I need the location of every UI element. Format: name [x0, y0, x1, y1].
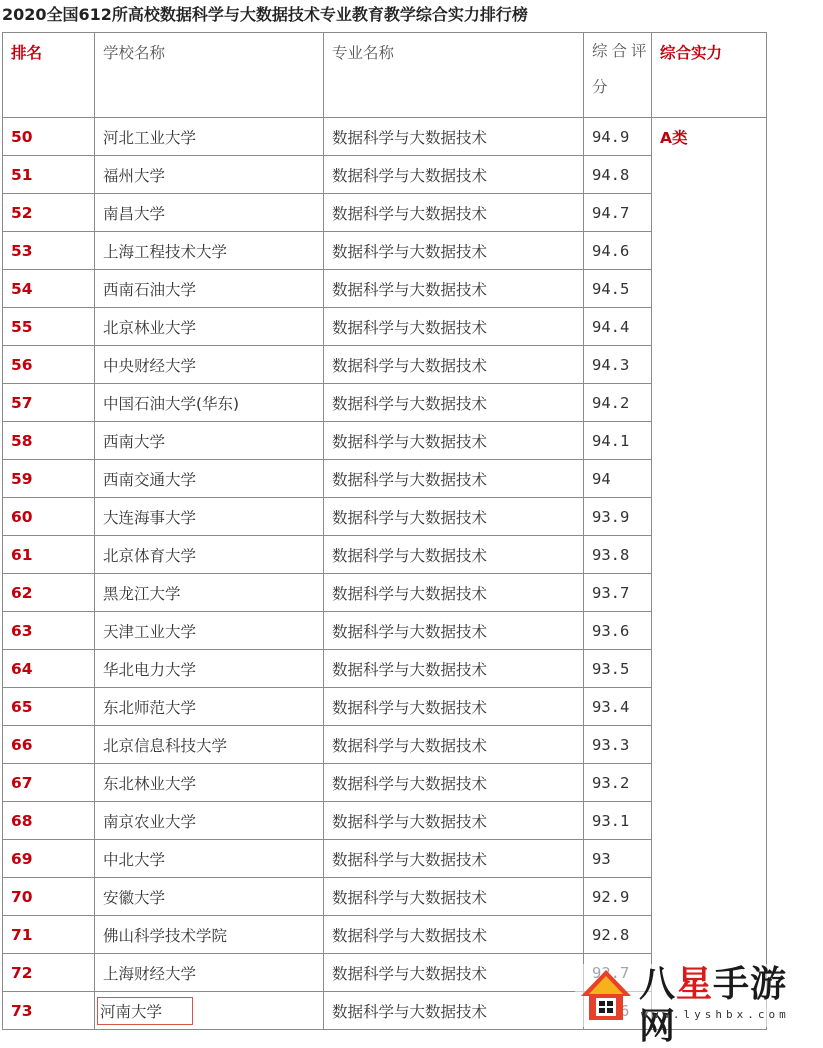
house-logo-icon — [577, 966, 635, 1024]
rank-cell: 61 — [3, 536, 95, 574]
school-cell: 大连海事大学 — [95, 498, 324, 536]
rank-cell: 72 — [3, 954, 95, 992]
score-cell: 93.5 — [584, 650, 652, 688]
rank-cell: 57 — [3, 384, 95, 422]
rank-cell: 66 — [3, 726, 95, 764]
major-cell: 数据科学与大数据技术 — [324, 118, 584, 156]
score-cell: 94.4 — [584, 308, 652, 346]
school-cell: 西南交通大学 — [95, 460, 324, 498]
ranking-table — [2, 32, 767, 1030]
major-cell: 数据科学与大数据技术 — [324, 346, 584, 384]
score-cell: 93.7 — [584, 574, 652, 612]
rank-cell: 54 — [3, 270, 95, 308]
score-cell: 93 — [584, 840, 652, 878]
major-cell: 数据科学与大数据技术 — [324, 498, 584, 536]
score-cell: 93.8 — [584, 536, 652, 574]
rank-cell: 73 — [3, 992, 95, 1030]
score-cell: 92.8 — [584, 916, 652, 954]
rank-cell: 51 — [3, 156, 95, 194]
major-cell: 数据科学与大数据技术 — [324, 916, 584, 954]
major-cell: 数据科学与大数据技术 — [324, 878, 584, 916]
school-cell: 东北林业大学 — [95, 764, 324, 802]
school-cell: 北京体育大学 — [95, 536, 324, 574]
school-cell: 黑龙江大学 — [95, 574, 324, 612]
school-cell: 南昌大学 — [95, 194, 324, 232]
score-cell: 92.9 — [584, 878, 652, 916]
header-school: 学校名称 — [95, 33, 324, 118]
score-cell: 93.4 — [584, 688, 652, 726]
site-watermark — [575, 964, 823, 1047]
watermark-url: www.lyshbx.com — [641, 1008, 790, 1021]
highlighted-school: 河南大学 — [97, 997, 193, 1025]
rank-cell: 56 — [3, 346, 95, 384]
watermark-name: 八星手游网 — [639, 964, 788, 1047]
score-cell: 94.5 — [584, 270, 652, 308]
header-score: 综合评分 — [584, 33, 652, 118]
major-cell: 数据科学与大数据技术 — [324, 308, 584, 346]
rank-cell: 65 — [3, 688, 95, 726]
rank-cell: 63 — [3, 612, 95, 650]
school-cell: 中北大学 — [95, 840, 324, 878]
major-cell: 数据科学与大数据技术 — [324, 650, 584, 688]
rank-cell: 71 — [3, 916, 95, 954]
page-title: 2020全国612所高校数据科学与大数据技术专业教育教学综合实力排行榜 — [2, 5, 528, 24]
major-cell: 数据科学与大数据技术 — [324, 270, 584, 308]
major-cell: 数据科学与大数据技术 — [324, 460, 584, 498]
score-cell: 94.9 — [584, 118, 652, 156]
major-cell: 数据科学与大数据技术 — [324, 156, 584, 194]
school-cell: 中央财经大学 — [95, 346, 324, 384]
rank-cell: 62 — [3, 574, 95, 612]
major-cell: 数据科学与大数据技术 — [324, 574, 584, 612]
score-cell: 93.2 — [584, 764, 652, 802]
major-cell: 数据科学与大数据技术 — [324, 954, 584, 992]
major-cell: 数据科学与大数据技术 — [324, 422, 584, 460]
school-cell: 中国石油大学(华东) — [95, 384, 324, 422]
rank-cell: 68 — [3, 802, 95, 840]
score-cell: 94.6 — [584, 232, 652, 270]
score-cell: 94.2 — [584, 384, 652, 422]
header-level: 综合实力 — [652, 33, 767, 118]
school-cell: 上海工程技术大学 — [95, 232, 324, 270]
score-cell: 93.3 — [584, 726, 652, 764]
score-cell: 94.1 — [584, 422, 652, 460]
school-cell: 华北电力大学 — [95, 650, 324, 688]
rank-cell: 70 — [3, 878, 95, 916]
rank-cell: 60 — [3, 498, 95, 536]
school-cell — [95, 992, 324, 1030]
school-cell: 安徽大学 — [95, 878, 324, 916]
school-cell: 北京信息科技大学 — [95, 726, 324, 764]
header-rank: 排名 — [3, 33, 95, 118]
rank-cell: 67 — [3, 764, 95, 802]
rank-cell: 53 — [3, 232, 95, 270]
header-major: 专业名称 — [324, 33, 584, 118]
major-cell: 数据科学与大数据技术 — [324, 384, 584, 422]
school-cell: 福州大学 — [95, 156, 324, 194]
rank-cell: 52 — [3, 194, 95, 232]
school-cell: 北京林业大学 — [95, 308, 324, 346]
school-cell: 天津工业大学 — [95, 612, 324, 650]
major-cell: 数据科学与大数据技术 — [324, 764, 584, 802]
major-cell: 数据科学与大数据技术 — [324, 726, 584, 764]
school-cell: 上海财经大学 — [95, 954, 324, 992]
school-cell: 西南石油大学 — [95, 270, 324, 308]
rank-cell: 50 — [3, 118, 95, 156]
major-cell: 数据科学与大数据技术 — [324, 194, 584, 232]
rank-cell: 58 — [3, 422, 95, 460]
major-cell: 数据科学与大数据技术 — [324, 612, 584, 650]
rank-cell: 55 — [3, 308, 95, 346]
rank-cell: 64 — [3, 650, 95, 688]
score-cell: 94.3 — [584, 346, 652, 384]
school-cell: 河北工业大学 — [95, 118, 324, 156]
major-cell: 数据科学与大数据技术 — [324, 992, 584, 1030]
school-cell: 南京农业大学 — [95, 802, 324, 840]
major-cell: 数据科学与大数据技术 — [324, 536, 584, 574]
major-cell: 数据科学与大数据技术 — [324, 232, 584, 270]
score-cell: 93.9 — [584, 498, 652, 536]
table-header-row — [3, 33, 767, 118]
score-cell: 94.7 — [584, 194, 652, 232]
rank-cell: 69 — [3, 840, 95, 878]
major-cell: 数据科学与大数据技术 — [324, 802, 584, 840]
score-cell: 93.1 — [584, 802, 652, 840]
score-cell: 94 — [584, 460, 652, 498]
score-cell: 94.8 — [584, 156, 652, 194]
rank-cell: 59 — [3, 460, 95, 498]
table-row — [3, 118, 767, 156]
school-cell: 佛山科学技术学院 — [95, 916, 324, 954]
score-cell: 93.6 — [584, 612, 652, 650]
school-cell: 东北师范大学 — [95, 688, 324, 726]
school-cell: 西南大学 — [95, 422, 324, 460]
major-cell: 数据科学与大数据技术 — [324, 840, 584, 878]
major-cell: 数据科学与大数据技术 — [324, 688, 584, 726]
level-cell: A类 — [652, 118, 767, 1030]
